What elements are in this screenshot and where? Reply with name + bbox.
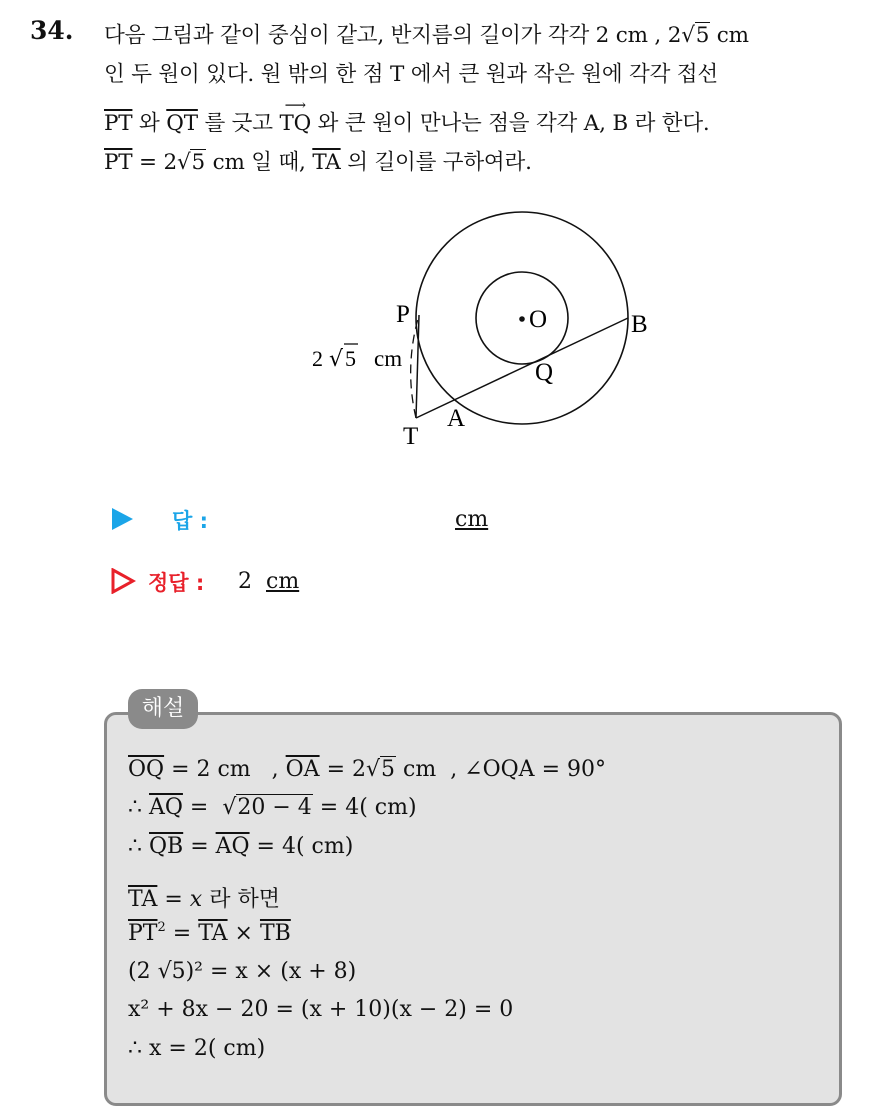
correct-marker-icon [110,568,136,594]
solution-line-7: x² + 8x − 20 = (x + 10)(x − 2) = 0 [128,997,514,1022]
solution-line-4: $\overline{TA} = x$ 라 하면 [128,887,280,912]
length-coef: 2 [312,346,323,371]
geometry-figure [0,0,884,480]
answer-unit: cm [455,507,489,532]
question-line-1: 다음 그림과 같이 중심이 같고, 반지름의 길이가 각각 2 cm , 2√5 cm [104,23,749,48]
solution-line-6: (2 √5)² = x × (x + 8) [128,959,357,984]
label-t: T [403,423,419,450]
question-number: 34. [30,16,74,45]
solution-line-1: $\overline{OQ} = 2$ cm , $\overline{OA} = 2√5$ cm , ∠OQA = 90° [128,757,606,782]
length-sqrt-sign: √ [329,347,344,372]
question-line-3: $\overline{PT}$ 와 $\overline{QT}$ 를 긋고 ⟶ TQ 와 큰 원이 만나는 점을 각각 A, B 라 한다. [104,96,710,136]
label-b: B [631,311,648,338]
label-q: Q [535,359,554,386]
solution-line-5: $\overline{PT}^2 = \overline{TA} \times \overline{TB}$ [128,920,291,946]
solution-tab: 해설 [128,689,198,729]
label-a: A [447,405,466,432]
solution-line-2: ∴ $\overline{AQ} = √20 - 4 = 4$( cm) [128,795,417,820]
solution-line-8: ∴ x = 2( cm) [128,1036,266,1061]
length-radicand: 5 [345,346,356,371]
answer-marker-icon [112,508,133,530]
correct-answer-label: 정답 : [148,571,205,595]
solution-line-3: ∴ $\overline{QB} = \overline{AQ} = 4$( cm) [128,834,354,859]
question-line-4: $\overline{PT} = 2√5$ cm 일 때, $\overline{TA}$ 의 길이를 구하여라. [104,150,532,175]
question-line-2: 인 두 원이 있다. 원 밖의 한 점 T 에서 큰 원과 작은 원에 각각 접선 [104,62,718,87]
answer-label: 답 : [172,509,208,533]
center-point-o [519,316,525,322]
length-unit: cm [374,346,403,371]
correct-answer-value: 2 cm [238,569,300,594]
secant-tb [416,318,628,418]
label-p: P [396,301,410,328]
label-o: O [529,306,548,333]
